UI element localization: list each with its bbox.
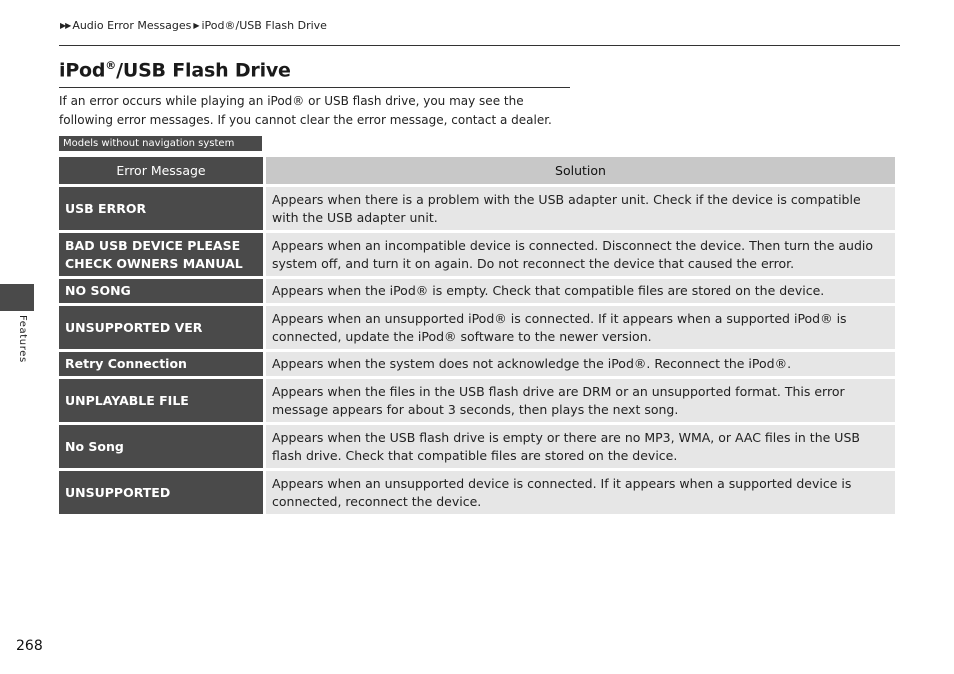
section-tab xyxy=(0,284,34,311)
solution-cell: Appears when an unsupported iPod® is connected. If it appears when a supported iPod® is connected, update the iPod® software to the newer version. xyxy=(263,306,895,349)
table-row xyxy=(59,379,895,422)
error-message-cell: Retry Connection xyxy=(59,352,263,376)
error-message-table xyxy=(59,154,895,517)
page-title-main: iPod xyxy=(59,59,106,82)
solution-cell: Appears when an incompatible device is connected. Disconnect the device. Then turn the audio system off, and turn it on again. Do not reconnect the device that caused the error. xyxy=(263,233,895,276)
table-row xyxy=(59,471,895,514)
error-message-cell: BAD USB DEVICE PLEASE CHECK OWNERS MANUAL xyxy=(59,233,263,276)
error-message-cell: USB ERROR xyxy=(59,187,263,230)
table-row xyxy=(59,352,895,376)
table-row xyxy=(59,233,895,276)
table-row xyxy=(59,306,895,349)
page-title xyxy=(59,59,291,81)
solution-cell: Appears when there is a problem with the USB adapter unit. Check if the device is compatible with the USB adapter unit. xyxy=(263,187,895,230)
page-title-rest: /USB Flash Drive xyxy=(116,59,291,82)
solution-cell: Appears when the files in the USB flash drive are DRM or an unsupported format. This error message appears for about 3 seconds, then plays the next song. xyxy=(263,379,895,422)
section-label: Features xyxy=(17,315,28,363)
error-message-cell: NO SONG xyxy=(59,279,263,303)
intro-text: If an error occurs while playing an iPod® or USB flash drive, you may see the following error messages. If you cannot clear the error message, contact a dealer. xyxy=(59,94,552,127)
table-row xyxy=(59,425,895,468)
breadcrumb-item-ipod-usb[interactable]: iPod®/USB Flash Drive xyxy=(201,19,327,32)
registered-mark: ® xyxy=(105,59,117,72)
solution-cell: Appears when the USB flash drive is empty or there are no MP3, WMA, or AAC files in the USB flash drive. Check that compatible files are stored on the device. xyxy=(263,425,895,468)
breadcrumb xyxy=(60,19,327,32)
header-divider xyxy=(59,45,900,46)
page-number: 268 xyxy=(16,638,43,654)
table-header-row xyxy=(59,157,895,184)
table-row xyxy=(59,187,895,230)
solution-cell: Appears when the iPod® is empty. Check that compatible files are stored on the device. xyxy=(263,279,895,303)
error-message-cell: UNSUPPORTED VER xyxy=(59,306,263,349)
solution-cell: Appears when an unsupported device is connected. If it appears when a supported device is connected, reconnect the device. xyxy=(263,471,895,514)
double-triangle-right-icon: ▶▶ xyxy=(60,21,71,30)
error-message-cell: UNPLAYABLE FILE xyxy=(59,379,263,422)
breadcrumb-item-audio-error-messages[interactable]: Audio Error Messages xyxy=(72,19,192,32)
header-error-message: Error Message xyxy=(59,157,263,184)
title-underline xyxy=(59,87,570,88)
model-tag: Models without navigation system xyxy=(59,136,262,151)
header-solution: Solution xyxy=(263,157,895,184)
error-message-cell: No Song xyxy=(59,425,263,468)
table-row xyxy=(59,279,895,303)
solution-cell: Appears when the system does not acknowledge the iPod®. Reconnect the iPod®. xyxy=(263,352,895,376)
error-message-cell: UNSUPPORTED xyxy=(59,471,263,514)
triangle-right-icon: ▶ xyxy=(193,21,200,30)
